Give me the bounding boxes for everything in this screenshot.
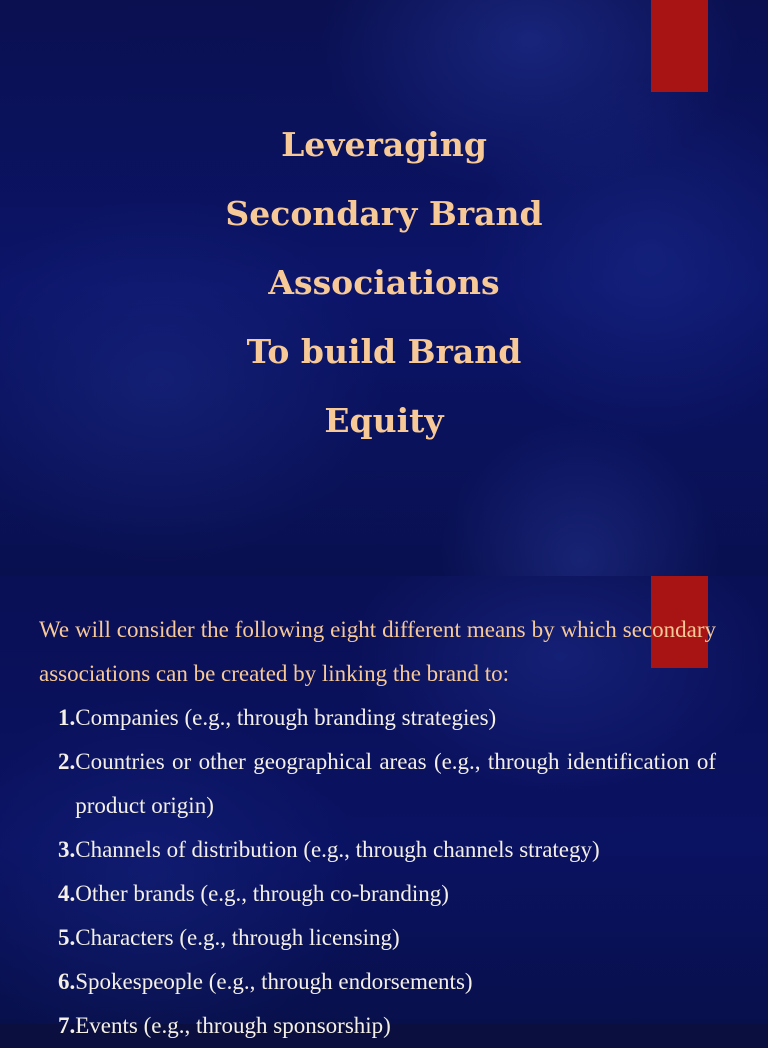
list-item-number: 4. bbox=[58, 881, 76, 906]
red-accent-bar bbox=[651, 0, 708, 92]
list-item-text: Events (e.g., through sponsorship) bbox=[75, 1013, 391, 1038]
list-item bbox=[39, 872, 716, 916]
list-item bbox=[39, 916, 716, 960]
intro-paragraph: We will consider the following eight different means by which secondary associations can be created by linking the brand to: bbox=[39, 617, 716, 686]
list-item-text: Channels of distribution (e.g., through channels strategy) bbox=[75, 837, 600, 862]
list-item-text: Companies (e.g., through branding strategies) bbox=[75, 705, 497, 730]
slide-body bbox=[39, 608, 716, 1048]
title-line: Leveraging bbox=[281, 125, 487, 164]
list-item-number: 7. bbox=[58, 1013, 76, 1038]
title-line: Associations bbox=[268, 263, 500, 302]
list-item bbox=[39, 696, 716, 740]
list-item bbox=[39, 740, 716, 828]
list-item-number: 3. bbox=[58, 837, 76, 862]
list-item-number: 1. bbox=[58, 705, 76, 730]
list-item-number: 5. bbox=[58, 925, 76, 950]
list-item-text: Characters (e.g., through licensing) bbox=[75, 925, 400, 950]
slide-title bbox=[0, 112, 768, 457]
list-item bbox=[39, 960, 716, 1004]
title-line: Secondary Brand bbox=[225, 194, 543, 233]
title-line: To build Brand bbox=[246, 332, 522, 371]
list-item-text: Other brands (e.g., through co-branding) bbox=[75, 881, 449, 906]
content-slide bbox=[0, 576, 768, 1038]
list-item-number: 2. bbox=[58, 749, 76, 774]
list-item bbox=[39, 1004, 716, 1048]
means-list bbox=[39, 696, 716, 1048]
list-item-text: Countries or other geographical areas (e.g., through identification of product origin) bbox=[75, 749, 716, 818]
list-item-text: Spokespeople (e.g., through endorsements) bbox=[75, 969, 473, 994]
list-item-number: 6. bbox=[58, 969, 76, 994]
title-line: Equity bbox=[324, 401, 444, 440]
list-item bbox=[39, 828, 716, 872]
